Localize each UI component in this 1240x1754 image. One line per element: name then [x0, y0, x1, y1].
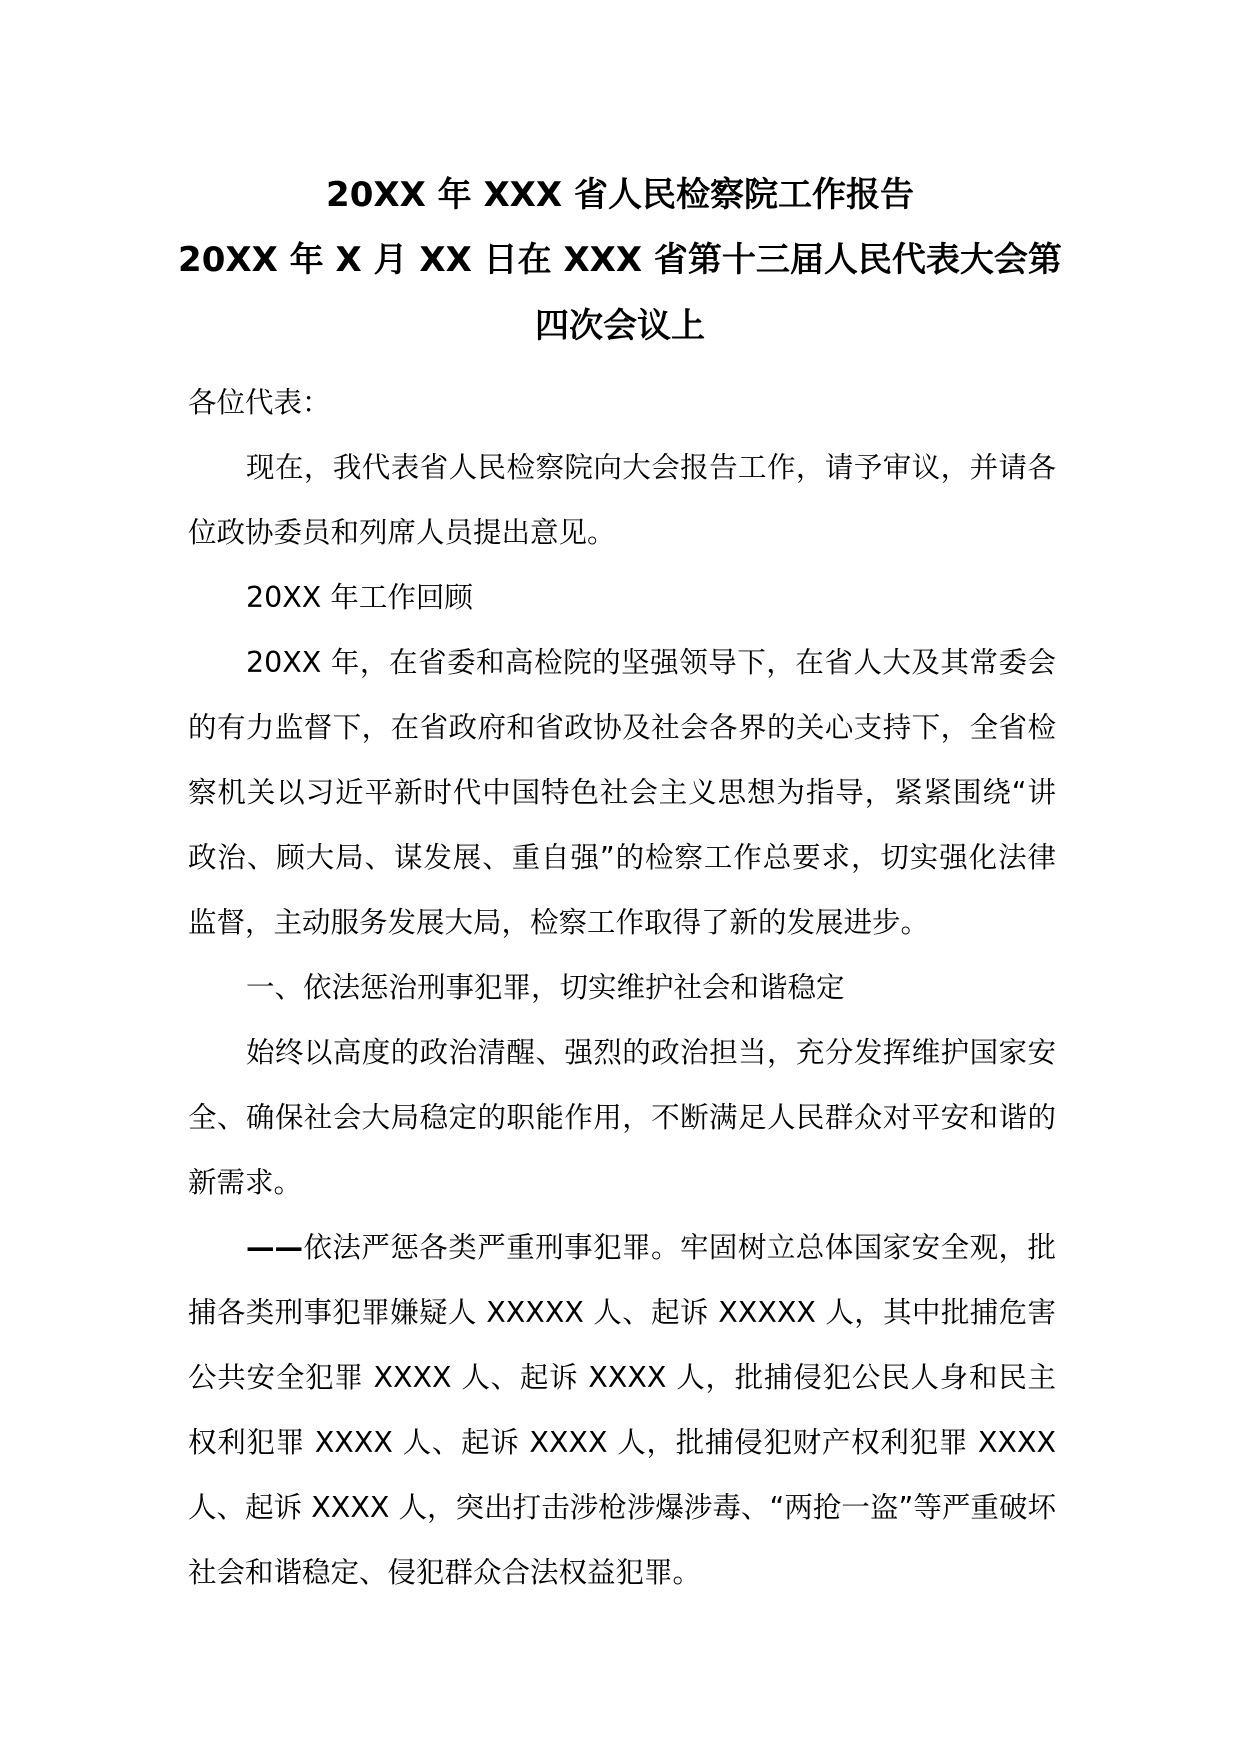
section-heading-1: 一、依法惩治刑事犯罪，切实维护社会和谐稳定 — [246, 971, 845, 1004]
section-1-item-text: 依法严惩各类严重刑事犯罪。牢固树立总体国家安全观，批捕各类刑事犯罪嫌疑人 XXXXX 人、起诉 XXXXX 人，其中批捕危害公共安全犯罪 XXXX 人、起诉 XXXX 人，批捕侵犯公民人身和民主权利犯罪 XXXX 人、起诉 XXXX 人，批捕侵犯财产权利犯罪 XXXX 人、起诉 XXXX 人，突出打击涉枪涉爆涉毒、“两抢一盗”等严重破坏社会和谐稳定、侵犯群众合法权益犯罪。 — [188, 1231, 1056, 1589]
review-paragraph: 20XX 年，在省委和高检院的坚强领导下，在省人大及其常委会的有力监督下，在省政府和省政协及社会各界的关心支持下，全省检察机关以习近平新时代中国特色社会主义思想为指导，紧紧围绕“讲政治、顾大局、谋发展、重自强”的检察工作总要求，切实强化法律监督，主动服务发展大局，检察工作取得了新的发展进步。 — [188, 646, 1056, 939]
section-heading-review: 20XX 年工作回顾 — [246, 581, 473, 614]
report-title: 20XX 年 XXX 省人民检察院工作报告 — [326, 175, 914, 215]
salutation: 各位代表： — [188, 386, 331, 419]
report-subtitle-line-1: 20XX 年 X 月 XX 日在 XXX 省第十三届人民代表大会第 — [178, 240, 1062, 280]
opening-paragraph: 现在，我代表省人民检察院向大会报告工作，请予审议，并请各位政协委员和列席人员提出意见。 — [188, 451, 1056, 549]
section-1-intro: 始终以高度的政治清醒、强烈的政治担当，充分发挥维护国家安全、确保社会大局稳定的职能作用，不断满足人民群众对平安和谐的新需求。 — [188, 1036, 1056, 1199]
section-1-item-paragraph — [188, 1215, 1056, 1605]
document-body — [188, 370, 1056, 1605]
em-dash-marker: —— — [246, 1231, 303, 1264]
report-subtitle-line-2: 四次会议上 — [535, 306, 705, 346]
